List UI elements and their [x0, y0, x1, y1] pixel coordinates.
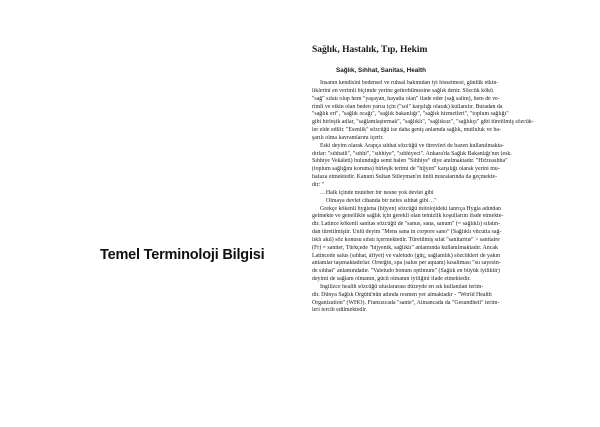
text-line: Latincede salus (sıhhat, âfiyet) ve valetudo (güç, sağlamlık) sözcükleri de yakın: [312, 252, 501, 259]
text-line: dir. Latince kökenli sanitas sözcüğü de "sanus, sana, sanum" (= sağlıklı) sıfatın-: [312, 221, 501, 228]
right-page: [312, 0, 582, 427]
text-line: dir: ": [312, 181, 325, 188]
poem-line: Olmaya devlet cihanda bir nefes sıhhat gibi…": [326, 197, 437, 204]
text-line: gibi birleşik adlar, "sağlamlaştırmak", "sağlıklı", "sağlıksız", "sağlıkçı" gibi türetilmiş sözcük-: [312, 119, 534, 126]
text-line: dırlar: "sıhhatli", "sıhhî", "sıhhiye", "sıhhiyeci". Ankara'da Sağlık Bakanlığı'nın (esk.: [312, 150, 512, 157]
poem-line: …Halk içinde muteber bir nesne yok devlet gibi: [320, 189, 434, 196]
text-line: lıklı akıl) söz konusu sıfatı içermektedir. Türetilmiş sıfat "sanitarius" > sanitaire: [312, 236, 500, 243]
text-line: liklerini en verimli biçimde yerine getirebilmesine sağlık denir. Sözcük kökü: [312, 87, 493, 94]
text-line: de sıhhat" anlamındadır. "Valetudo bonum optimum" (Sağlık en büyük iyiliktir): [312, 268, 500, 275]
text-line: Sıhhiye Vekâleti) bulunduğu semt halen "Sıhhiye" diye anılmaktadır. "Hıfzıssıhha": [312, 158, 508, 165]
text-line: (toplum sağlığını koruma) birleşik terimi de "hijyen" karşılığı olarak yerini mu-: [312, 166, 500, 173]
body-text: [312, 80, 582, 315]
text-line: deyimi de sağlam olmanın, gücü olmanın iyiliğini ifade etmektedir.: [312, 276, 471, 283]
text-line: Grekçe kökenli hygiena (hijyen) sözcüğü mitolojideki tanrıça Hygia adından: [320, 205, 501, 212]
text-line: anlamlar taşımaktadırlar. Örneğin, spa (salus per aquam) kısaltması "su sayesin-: [312, 260, 501, 267]
text-line: "sağ" sıfatı olup hem "yaşayan, hayatta olan" ifade eder (sağ salim), hem de ve-: [312, 95, 500, 102]
text-line: ler elde edilir. "Esenlik" sözcüğü ise daha geniş anlamda sağlık, mutluluk ve ba-: [312, 127, 502, 134]
chapter-title: Temel Terminoloji Bilgisi: [100, 247, 265, 263]
text-line: hafaza etmektedir. Kanunî Sultan Süleyman'ın ünlü mısralarında da geçmekte-: [312, 174, 498, 181]
text-line: İnsanın kendisini bedensel ve ruhsal bakımdan iyi hissetmesi, günlük etkin-: [320, 80, 499, 86]
text-line: gelmekte ve genellikle sağlık için gerekli olan temizlik koşullarını ifade etmekte-: [312, 213, 504, 220]
text-line: Organization" (WHO). Fransızcada "santé", Almancada da "Gesundheit" terim-: [312, 299, 500, 306]
text-line: (Fr) = saniter, Türkçede "hijyenik, sağlıklı" anlamında kullanılmaktadır. Ancak: [312, 244, 498, 251]
text-line: dir. Dünya Sağlık Örgütü'nün adında resmen yer almaktadır - "World Health: [312, 291, 492, 298]
text-line: rimli ve etkin olan beden yarısı için ("sol" karşılığı olarak) kullanılır. Buradan da: [312, 103, 503, 110]
text-line: "sağlık eri", "sağlık ocağı", "sağlık bakanlığı", "sağlık hizmetleri", "toplum sağlığı": [312, 111, 509, 118]
text-line: şarılı olma kavramlarını içerir.: [312, 134, 384, 141]
text-line: Eski deyim olarak Arapça sıhhat sözcüğü ve türevleri de bazen kullanılmakta-: [320, 142, 504, 149]
text-line: dan türetilmiştir. Ünlü deyim "Mens sana in corpore sano" (Sağlıklı vücutta sağ-: [312, 229, 502, 236]
sub-heading: Sağlık, Sıhhat, Sanitas, Health: [336, 67, 426, 74]
text-line: leri tercih edilmektedir.: [312, 307, 368, 314]
text-line: İngilizce health sözcüğü uluslararası düzeyde en sık kullanılan terim-: [320, 283, 484, 290]
section-heading: Sağlık, Hastalık, Tıp, Hekim: [312, 45, 428, 55]
